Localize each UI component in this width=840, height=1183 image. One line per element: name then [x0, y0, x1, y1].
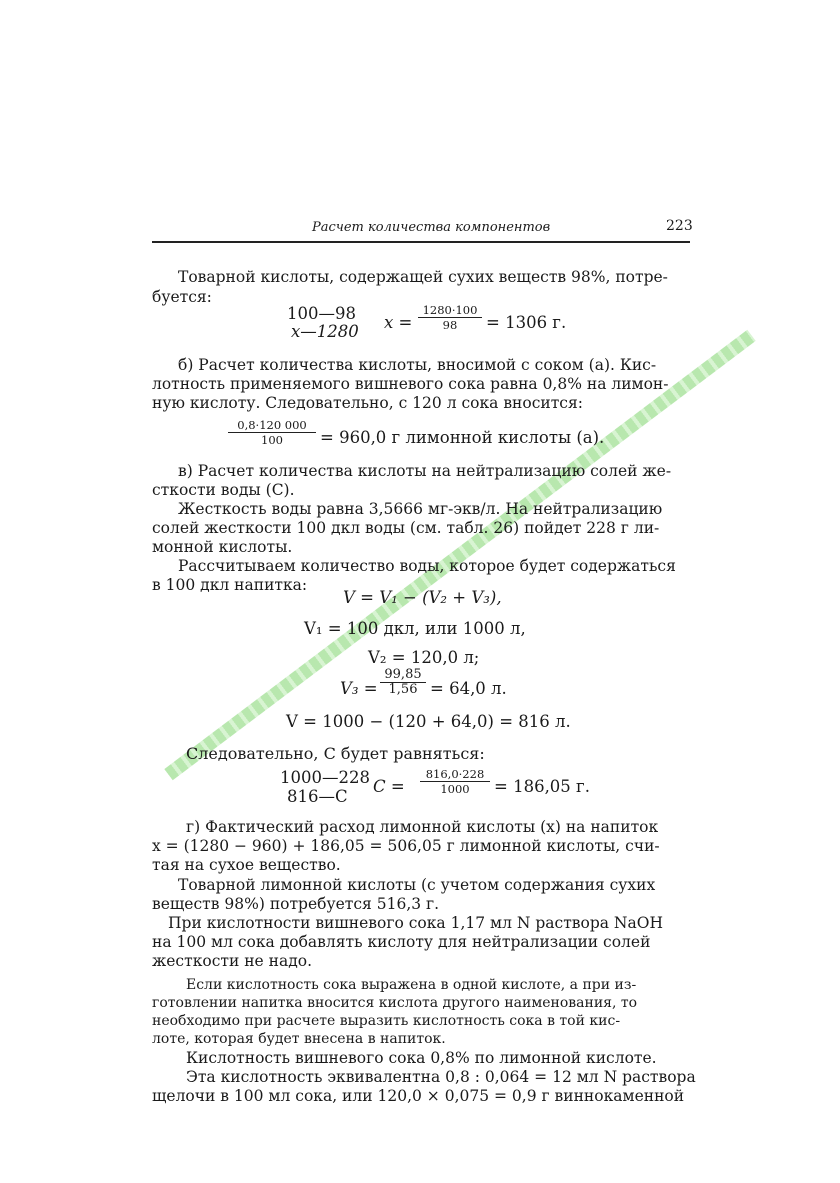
equation-lhs: x = — [384, 313, 413, 332]
paragraph-line: Кислотность вишневого сока 0,8% по лимонной кислоте. — [186, 1049, 657, 1067]
equation-line: V = V₁ − (V₂ + V₃), — [343, 588, 502, 607]
paragraph-line: жесткости не надо. — [152, 952, 313, 970]
paragraph-line: солей жесткости 100 дкл воды (см. табл. 26) пойдет 228 г ли- — [152, 519, 660, 537]
fraction-numerator: 0,8·120 000 — [228, 418, 316, 433]
paragraph-line: буется: — [152, 288, 212, 306]
page-number: 223 — [666, 218, 693, 234]
paragraph-line: Товарной лимонной кислоты (с учетом содержания сухих — [178, 876, 656, 894]
paragraph-line: При кислотности вишневого сока 1,17 мл N раствора NaOH — [168, 914, 663, 932]
running-header-title: Расчет количества компонентов — [312, 220, 551, 235]
paragraph-line: г) Фактический расход лимонной кислоты (x) на напиток — [186, 818, 659, 836]
paragraph-line: монной кислоты. — [152, 538, 293, 556]
fraction-numerator: 816,0·228 — [420, 767, 490, 782]
paragraph-line: ную кислоту. Следовательно, с 120 л сока вносится: — [152, 394, 583, 412]
paragraph-line: лоте, которая будет внесена в напиток. — [152, 1031, 446, 1047]
equation-rhs: = 186,05 г. — [494, 777, 590, 796]
equation-lhs: V₃ = — [340, 679, 378, 698]
fraction-denominator: 98 — [442, 318, 458, 332]
paragraph-line: на 100 мл сока добавлять кислоту для нейтрализации солей — [152, 933, 651, 951]
proportion-row: 100—98 — [287, 304, 356, 323]
fraction — [418, 303, 482, 332]
paragraph-line: в 100 дкл напитка: — [152, 576, 308, 594]
paragraph-line: Товарной кислоты, содержащей сухих веществ 98%, потре- — [178, 268, 668, 286]
fraction-numerator: 1280·100 — [418, 303, 482, 318]
fraction — [420, 767, 490, 796]
paragraph-line: щелочи в 100 мл сока, или 120,0 × 0,075 = 0,9 г виннокаменной — [152, 1087, 685, 1105]
paragraph-line: тая на сухое вещество. — [152, 856, 341, 874]
paragraph-line: Жесткость воды равна 3,5666 мг-экв/л. На нейтрализацию — [178, 500, 663, 518]
equation-rhs: = 64,0 л. — [430, 679, 507, 698]
proportion-row: 1000—228 — [280, 768, 370, 787]
equation-lhs: C = — [373, 777, 405, 796]
equation-line: V₂ = 120,0 л; — [368, 648, 480, 667]
equation-rhs: = 960,0 г лимонной кислоты (a). — [320, 428, 605, 447]
paragraph-line: сткости воды (C). — [152, 481, 295, 499]
fraction — [228, 418, 316, 447]
paragraph-line: лотность применяемого вишневого сока равна 0,8% на лимон- — [152, 375, 669, 393]
fraction-denominator: 1000 — [440, 782, 470, 796]
paragraph-line: готовлении напитка вносится кислота другого наименования, то — [152, 995, 638, 1011]
header-rule — [152, 241, 690, 243]
equation-line: V₁ = 100 дкл, или 1000 л, — [304, 619, 526, 638]
paragraph-line: необходимо при расчете выразить кислотность сока в той кис- — [152, 1013, 621, 1029]
fraction-numerator: 99,85 — [380, 668, 426, 683]
fraction — [380, 668, 426, 697]
paragraph-line: x = (1280 − 960) + 186,05 = 506,05 г лимонной кислоты, счи- — [152, 837, 660, 855]
equation-rhs: = 1306 г. — [486, 313, 567, 332]
paragraph-line: Если кислотность сока выражена в одной кислоте, а при из- — [186, 977, 637, 993]
equation-line: V = 1000 − (120 + 64,0) = 816 л. — [286, 712, 571, 731]
proportion-row: x—1280 — [291, 322, 359, 341]
paragraph-line: Рассчитываем количество воды, которое будет содержаться — [178, 557, 676, 575]
fraction-denominator: 1,56 — [388, 682, 418, 697]
paragraph-line: Эта кислотность эквивалентна 0,8 : 0,064 = 12 мл N раствора — [186, 1068, 696, 1086]
proportion-row: 816—C — [287, 787, 348, 806]
paragraph-line: б) Расчет количества кислоты, вносимой с соком (a). Кис- — [178, 356, 657, 374]
fraction-denominator: 100 — [261, 433, 283, 447]
paragraph-line: веществ 98%) потребуется 516,3 г. — [152, 895, 440, 913]
paragraph-line: в) Расчет количества кислоты на нейтрализацию солей же- — [178, 462, 672, 480]
paragraph-line: Следовательно, C будет равняться: — [186, 744, 485, 763]
